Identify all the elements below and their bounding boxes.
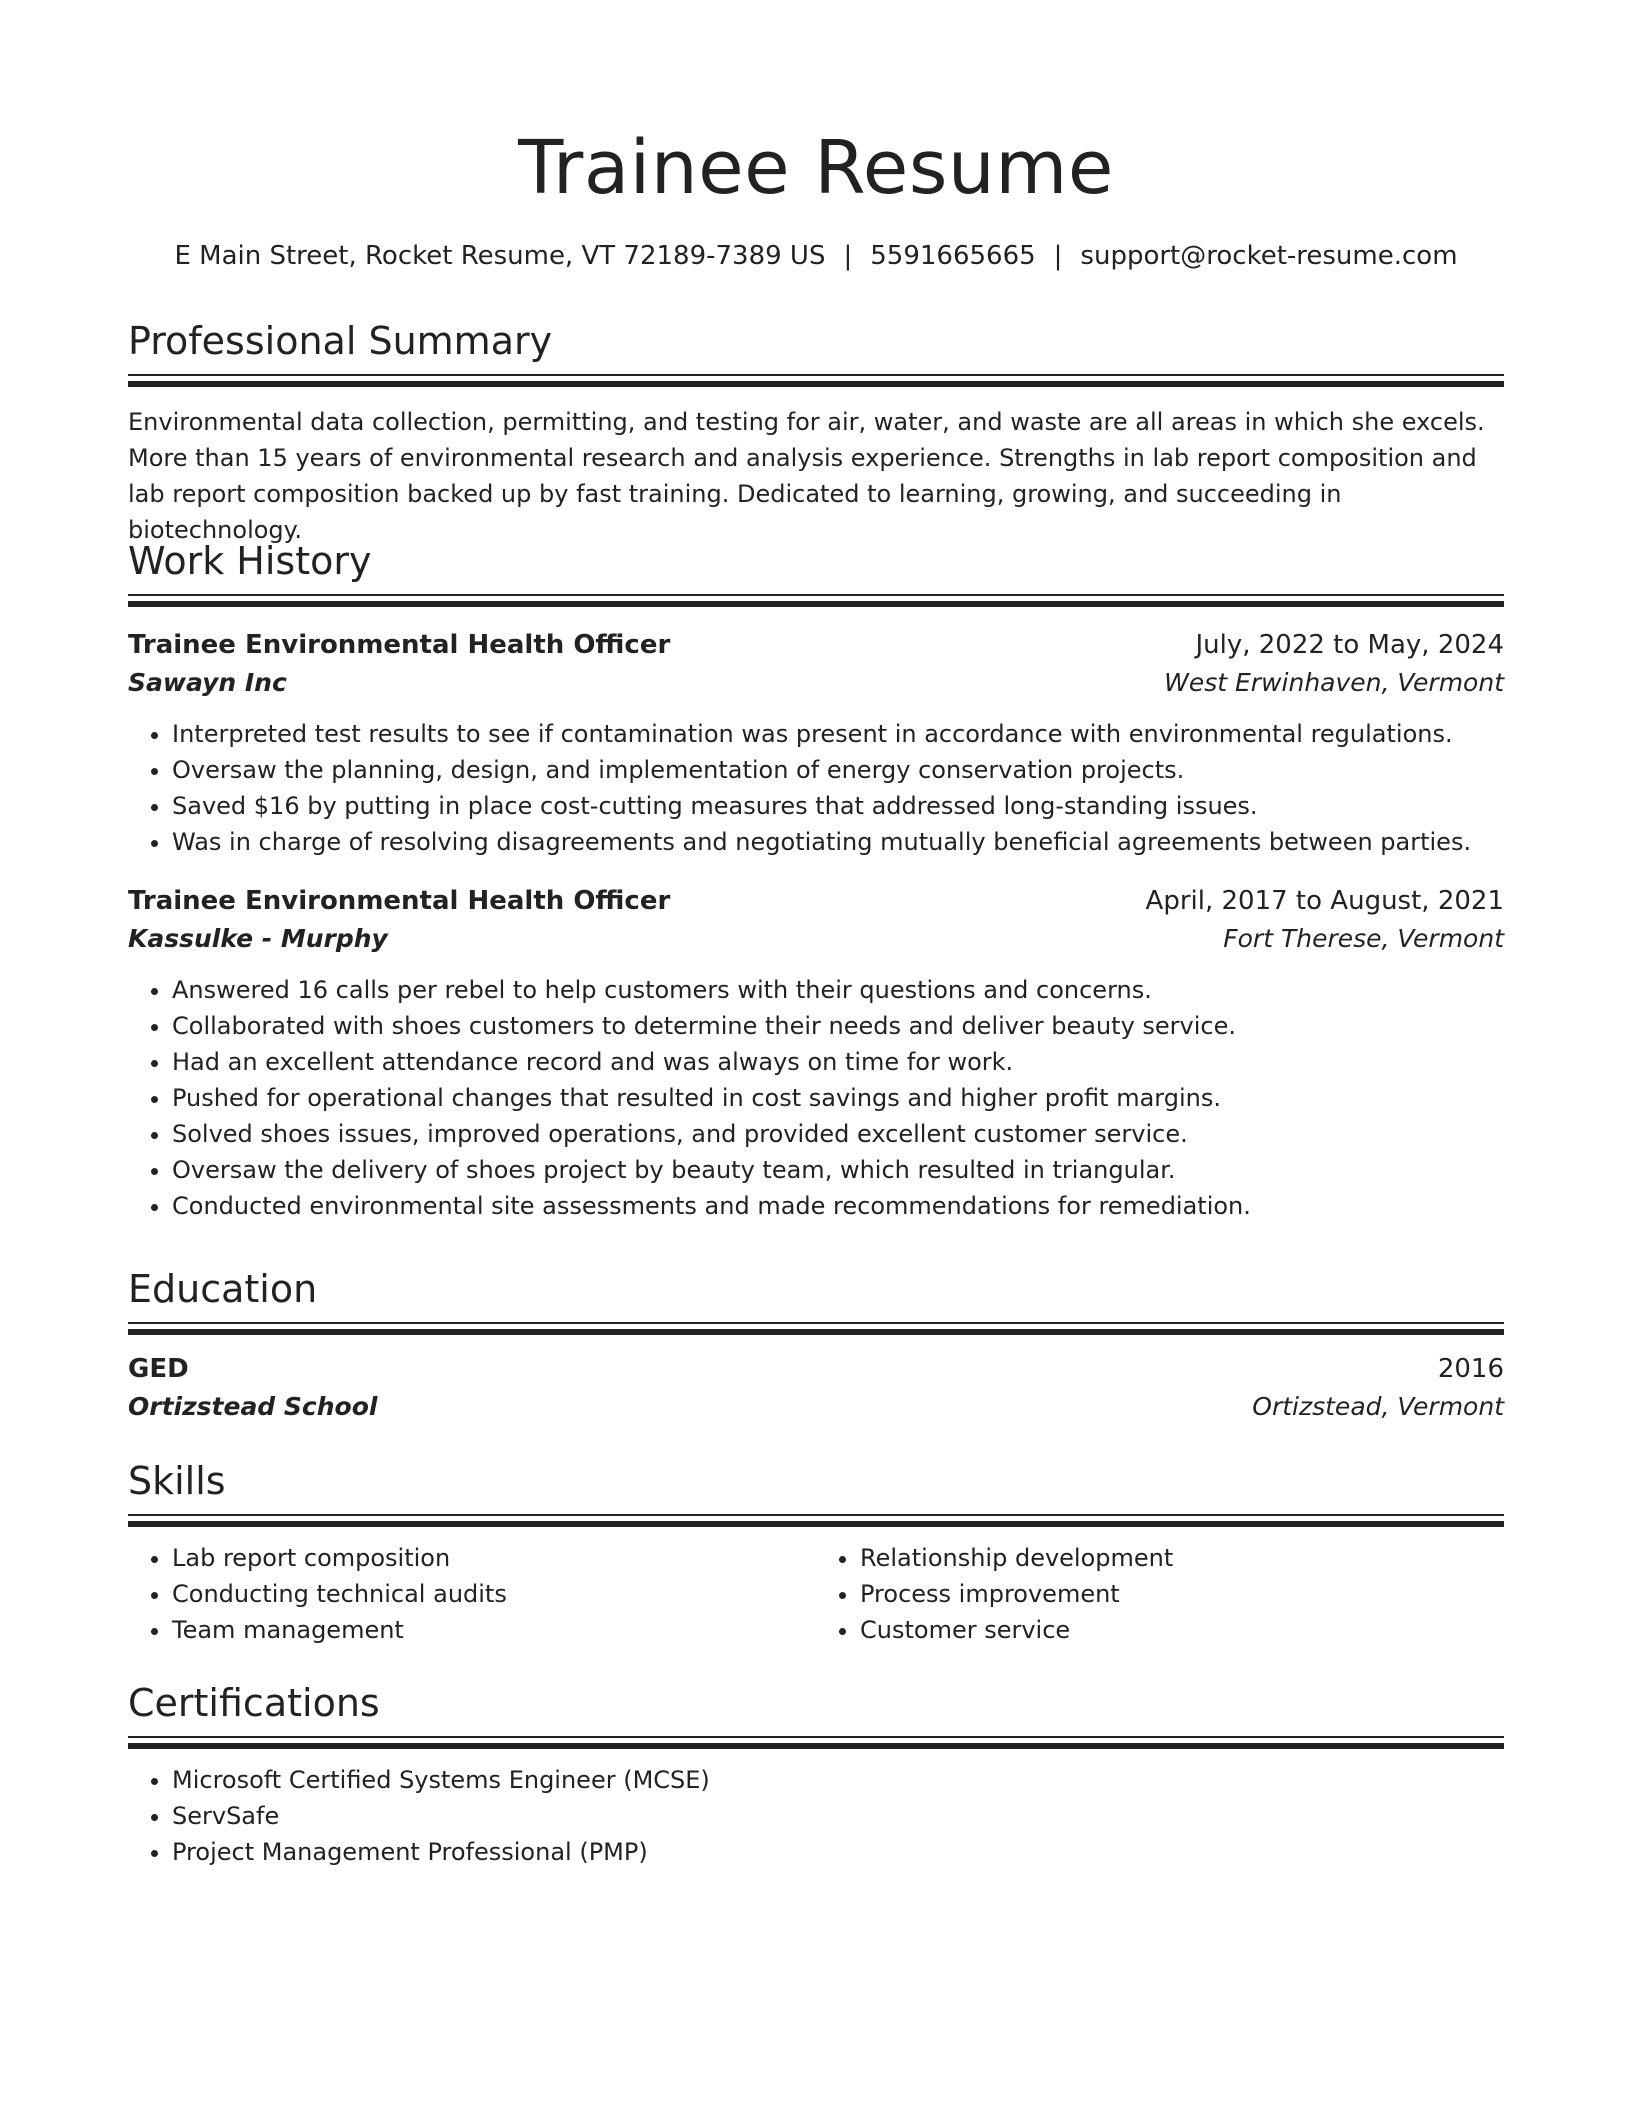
- list-item: • ServSafe: [172, 1798, 1504, 1834]
- job-entry: [128, 882, 1504, 1224]
- job-dates: July, 2022 to May, 2024: [1195, 630, 1504, 660]
- education-location: Ortizstead, Vermont: [1252, 1392, 1504, 1421]
- education-degree: GED: [128, 1354, 189, 1384]
- list-item: • Saved $16 by putting in place cost-cutting measures that addressed long-standing issues.: [172, 788, 1504, 824]
- job-title: Trainee Environmental Health Officer: [128, 886, 671, 916]
- job-company: Sawayn Inc: [128, 668, 287, 697]
- education-school: Ortizstead School: [128, 1392, 378, 1421]
- list-item: • Was in charge of resolving disagreements and negotiating mutually beneficial agreements between parties.: [172, 824, 1504, 860]
- job-location: West Erwinhaven, Vermont: [1164, 668, 1504, 697]
- section-heading: Certifications: [128, 1681, 380, 1725]
- skills-section: [128, 1456, 1504, 1648]
- summary-section: [128, 316, 1504, 548]
- section-divider: [128, 1322, 1504, 1336]
- list-item: • Customer service: [860, 1612, 1504, 1648]
- job-entry: [128, 626, 1504, 860]
- section-divider: [128, 1736, 1504, 1750]
- list-item: • Answered 16 calls per rebel to help customers with their questions and concerns.: [172, 972, 1504, 1008]
- contact-email: support@rocket-resume.com: [1080, 241, 1458, 271]
- list-item: • Had an excellent attendance record and was always on time for work.: [172, 1044, 1504, 1080]
- summary-text: Environmental data collection, permitting, and testing for air, water, and waste are all areas in which she excels. More than 15 years of environmental research and analysis experience. Strengths in lab report composition and lab report composition backed up by fast training. Dedicated to learning, growing, and succeeding in biotechnology.: [128, 408, 1485, 544]
- section-heading: Professional Summary: [128, 319, 553, 363]
- list-item: • Pushed for operational changes that resulted in cost savings and higher profit margins.: [172, 1080, 1504, 1116]
- job-location: Fort Therese, Vermont: [1223, 924, 1504, 953]
- education-section: [128, 1264, 1504, 1426]
- section-divider: [128, 1514, 1504, 1528]
- list-item: • Collaborated with shoes customers to determine their needs and deliver beauty service.: [172, 1008, 1504, 1044]
- list-item: • Interpreted test results to see if contamination was present in accordance with environmental regulations.: [172, 716, 1504, 752]
- education-entry: [128, 1350, 1504, 1426]
- contact-phone: 5591665665: [870, 241, 1036, 271]
- list-item: • Conducting technical audits: [172, 1576, 816, 1612]
- resume-title: Trainee Resume: [518, 125, 1114, 211]
- list-item: • Relationship development: [860, 1540, 1504, 1576]
- section-heading: Education: [128, 1267, 318, 1311]
- job-dates: April, 2017 to August, 2021: [1145, 886, 1504, 916]
- work-section: [128, 536, 1504, 1224]
- contact-line: [0, 238, 1632, 274]
- skills-columns: [128, 1534, 1504, 1648]
- list-item: • Project Management Professional (PMP): [172, 1834, 1504, 1870]
- list-item: • Team management: [172, 1612, 816, 1648]
- list-item: • Conducted environmental site assessments and made recommendations for remediation.: [172, 1188, 1504, 1224]
- job-bullets: [128, 716, 1504, 860]
- list-item: • Lab report composition: [172, 1540, 816, 1576]
- skills-list-right: [816, 1540, 1504, 1648]
- skills-list-left: [128, 1540, 816, 1648]
- list-item: • Oversaw the planning, design, and implementation of energy conservation projects.: [172, 752, 1504, 788]
- list-item: • Microsoft Certified Systems Engineer (MCSE): [172, 1762, 1504, 1798]
- job-company: Kassulke - Murphy: [128, 924, 388, 953]
- section-divider: [128, 594, 1504, 608]
- contact-separator: |: [1053, 241, 1063, 271]
- certifications-list: [128, 1762, 1504, 1870]
- list-item: • Process improvement: [860, 1576, 1504, 1612]
- job-bullets: [128, 972, 1504, 1224]
- section-heading: Work History: [128, 539, 372, 583]
- certifications-section: [128, 1678, 1504, 1870]
- list-item: • Solved shoes issues, improved operations, and provided excellent customer service.: [172, 1116, 1504, 1152]
- list-item: • Oversaw the delivery of shoes project by beauty team, which resulted in triangular.: [172, 1152, 1504, 1188]
- job-title: Trainee Environmental Health Officer: [128, 630, 671, 660]
- section-divider: [128, 374, 1504, 388]
- contact-separator: |: [843, 241, 853, 271]
- education-year: 2016: [1437, 1354, 1504, 1384]
- section-heading: Skills: [128, 1459, 226, 1503]
- contact-address: E Main Street, Rocket Resume, VT 72189-7389 US: [174, 241, 826, 271]
